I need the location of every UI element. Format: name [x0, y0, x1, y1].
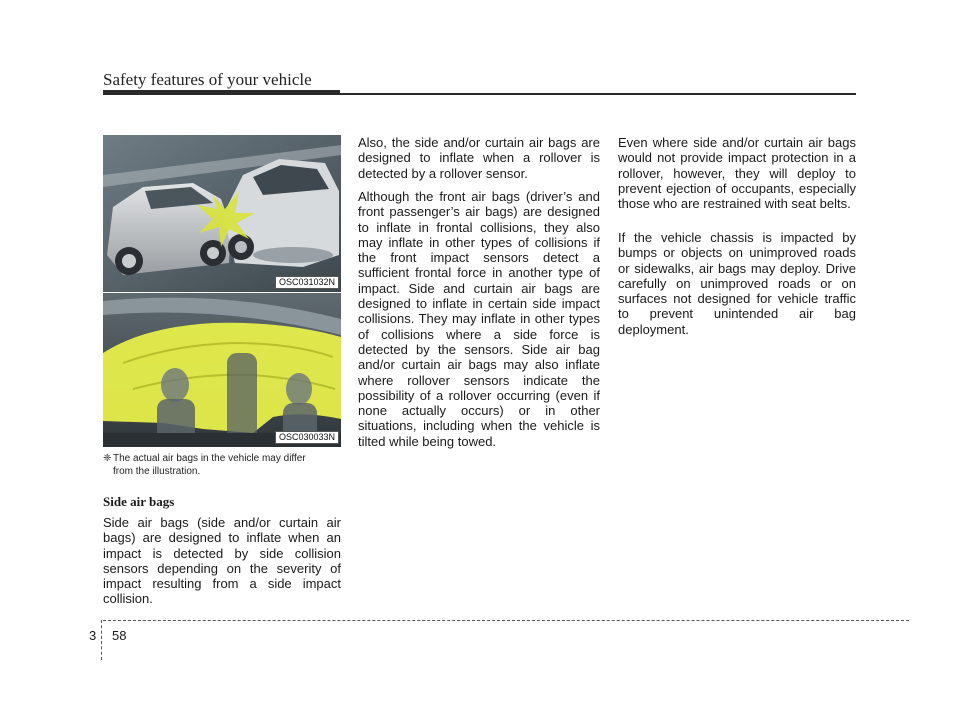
page-number: 58: [112, 628, 127, 643]
page-header-title: Safety features of your vehicle: [103, 70, 312, 89]
figure-code: OSC030033N: [275, 431, 339, 444]
section-heading: Side air bags: [103, 494, 175, 509]
footer-rule: [103, 620, 909, 621]
note-text-line1: The actual air bags in the vehicle may differ: [113, 453, 306, 464]
side-impact-image: [103, 135, 341, 292]
paragraph-side-airbags: Side air bags (side and/or curtain air bags) are designed to inflate when an impact is detected by side collision sensors depending on the severity of impact resulting from a side impact collision.: [103, 515, 341, 607]
paragraph-rollover: Also, the side and/or curtain air bags are designed to inflate when a rollover is detected by a rollover sensor.: [358, 135, 600, 181]
curtain-airbag-illustration: [103, 293, 341, 447]
side-impact-illustration: [103, 135, 341, 292]
chapter-number: 3: [89, 628, 97, 643]
curtain-airbag-image: [103, 293, 341, 447]
note-symbol: ❈: [103, 453, 112, 464]
header-bar: [103, 90, 340, 95]
paragraph-chassis-impact: If the vehicle chassis is impacted by bumps or objects on unimproved roads or sidewalks, air bags may deploy. Drive carefully on unimproved roads or on surfaces not designed for vehicle traffic to prevent unintended air bag deployment.: [618, 230, 856, 337]
paragraph-ejection: Even where side and/or curtain air bags would not provide impact protection in a rollover, however, they will deploy to prevent ejection of occupants, especially those who are restrained with seat belts.: [618, 135, 856, 212]
footer-divider: [101, 620, 102, 660]
paragraph-other-collisions: Although the front air bags (driver’s and front passenger’s air bags) are designed to inflate in frontal collisions, they also may inflate in other types of collisions if the front impact sensors detect a sufficient frontal force in another type of impact. Side and curtain air bags are designed to inflate in certain side impact collisions. They may inflate in other types of collisions where a side force is detected by the sensors. Side air bag and/or curtain air bags may also inflate where rollover sensors indicate the possibility of a rollover occurring (even if none actually occurs) or in other situations, including when the vehicle is tilted while being towed.: [358, 189, 600, 449]
figure-code: OSC031032N: [275, 276, 339, 289]
header-rule: [340, 93, 856, 95]
illustration-note: [103, 452, 343, 478]
note-text-line2: from the illustration.: [113, 466, 201, 477]
